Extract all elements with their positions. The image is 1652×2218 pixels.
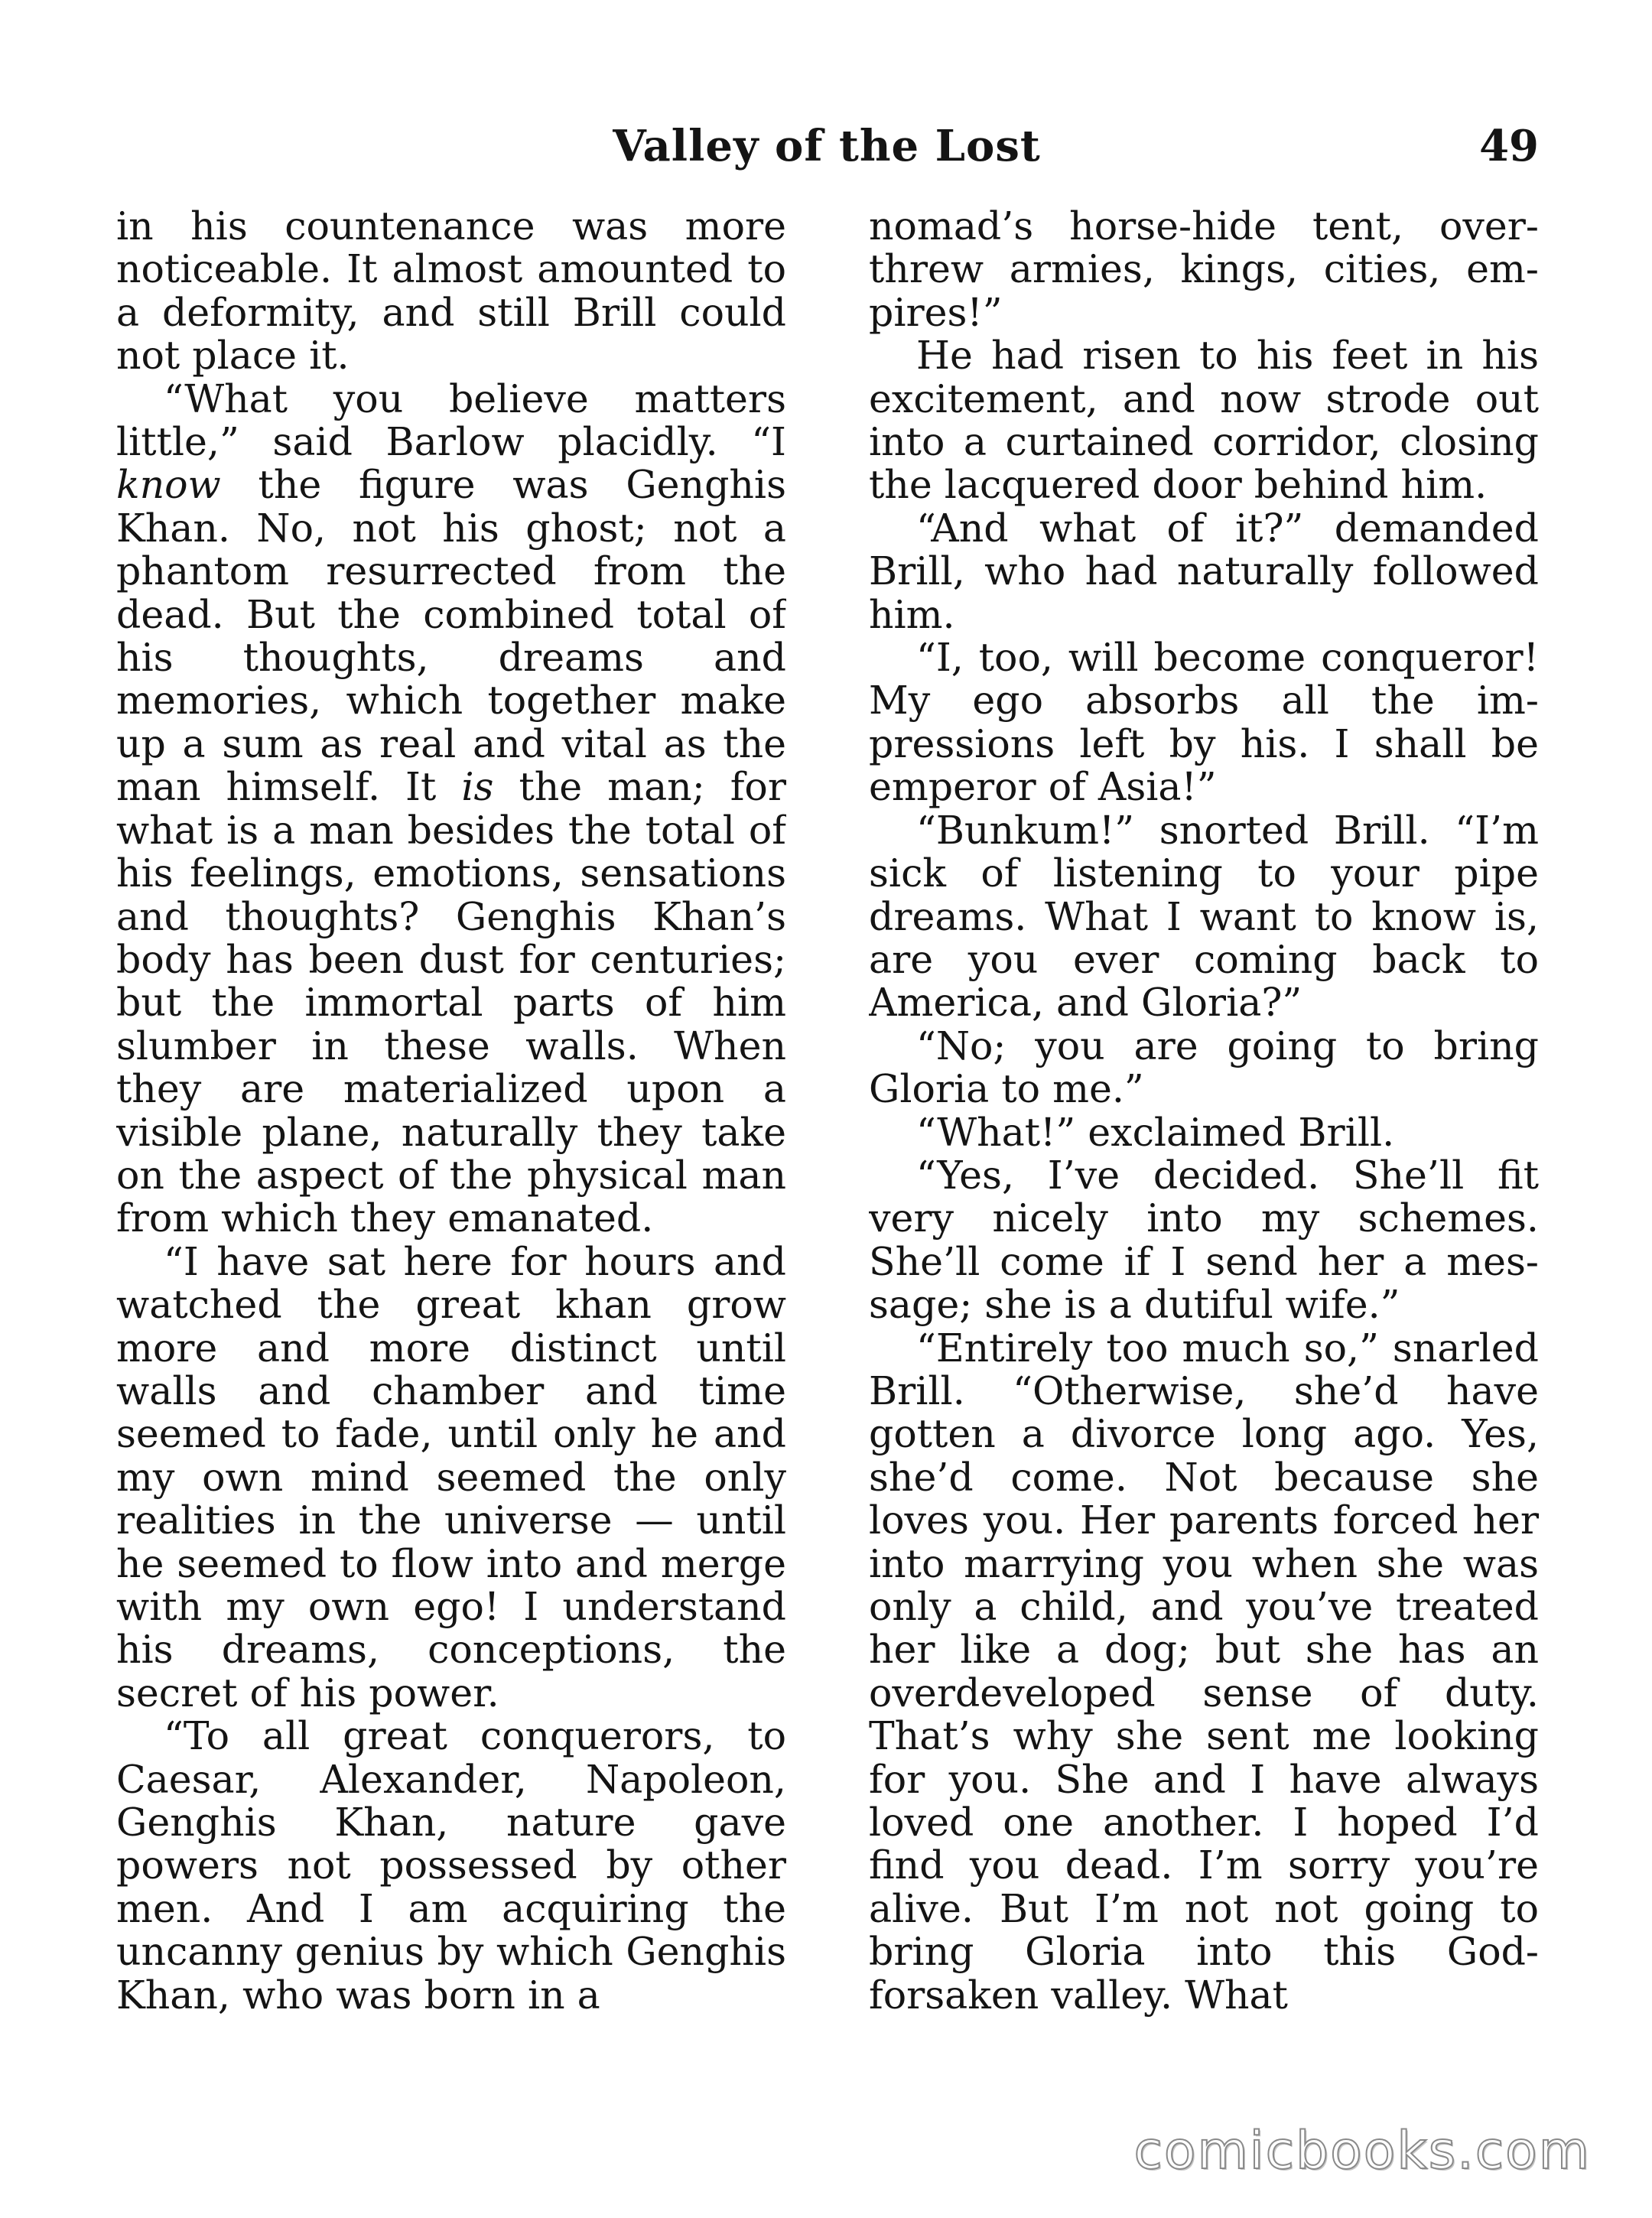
paragraph: “Yes, I’ve decided. She’ll fit very nicely into my schemes. She’ll come if I send her a message; she is a dutiful wife.” [869,1152,1539,1328]
text-segment: the figure was Genghis Khan. No, not his ghost; not a phantom resurrected from the dead. But the combined total of his thoughts, dreams and memories, which together make up a sum as real and vital as the man himself. It [116,462,786,810]
paragraph: “Entirely too much so,” snarled Brill. “Otherwise, she’d have gotten a divorce long ago. Yes, she’d come. Not because she loves you. Her parents forced her into marrying you when she was only a child, and you’ve treated her like a dog; but she has an overdeveloped sense of duty. That’s why she sent me looking for you. She and I have always loved one another. I hoped I’d find you dead. I’m sorry you’re alive. But I’m not not going to bring Gloria into this God-forsaken valley. What [869,1325,1539,2018]
paragraph: “What!” exclaimed Brill. [916,1109,1395,1155]
page-number: 49 [1479,121,1539,171]
paragraph: “To all great conquerors, to Caesar, Alexander, Napoleon, Genghis Khan, nature gave powers not possessed by other men. And I am acquiring the uncanny genius by which Genghis Khan, who was born in a [116,1713,786,2018]
paragraph: He had risen to his feet in his excitement, and now strode out into a curtained corridor, closing the lacquered door behind him. [869,333,1539,508]
paragraph: “I, too, will become conqueror! My ego absorbs all the impressions left by his. I shall be emperor of Asia!” [869,635,1539,810]
paragraph [116,378,786,1241]
paragraph: “I have sat here for hours and watched the great khan grow more and more distinct until walls and chamber and time seemed to fade, until only he and my own mind seemed the only realities in the universe — until he seemed to flow into and merge with my own ego! I understand his dreams, conceptions, the secret of his power. [116,1238,786,1716]
running-head [115,121,1539,182]
paragraph: “And what of it?” demanded Brill, who had naturally followed him. [869,505,1539,637]
watermark-logo: comicbooks.com [1133,2121,1591,2181]
paragraph: in his countenance was more noticeable. It almost amounted to a deformity, and still Brill could not place it. [116,205,786,379]
text-column-left [116,205,786,2102]
paragraph: nomad’s horse-hide tent, overthrew armies, kings, cities, empires!” [869,205,1539,335]
paragraph: “No; you are going to bring Gloria to me.” [869,1023,1539,1112]
running-title: Valley of the Lost [613,121,1041,171]
text-column-right [869,205,1539,2102]
text-segment: the man; for what is a man besides the total of his feelings, emotions, sensations and thoughts? Genghis Khan’s body has been dust for centuries; but the immortal parts of him slumber in these walls. When they are materialized upon a visible plane, naturally they take on the aspect of the physical man from which they emanated. [116,764,786,1241]
italic-emphasis: know [116,462,221,508]
text-segment: “What you believe matters little,” said Barlow placidly. “I [116,376,786,465]
italic-emphasis: is [461,764,494,810]
paragraph: “Bunkum!” snorted Brill. “I’m sick of listening to your pipe dreams. What I want to know is, are you ever coming back to America, and Gloria?” [869,807,1539,1026]
